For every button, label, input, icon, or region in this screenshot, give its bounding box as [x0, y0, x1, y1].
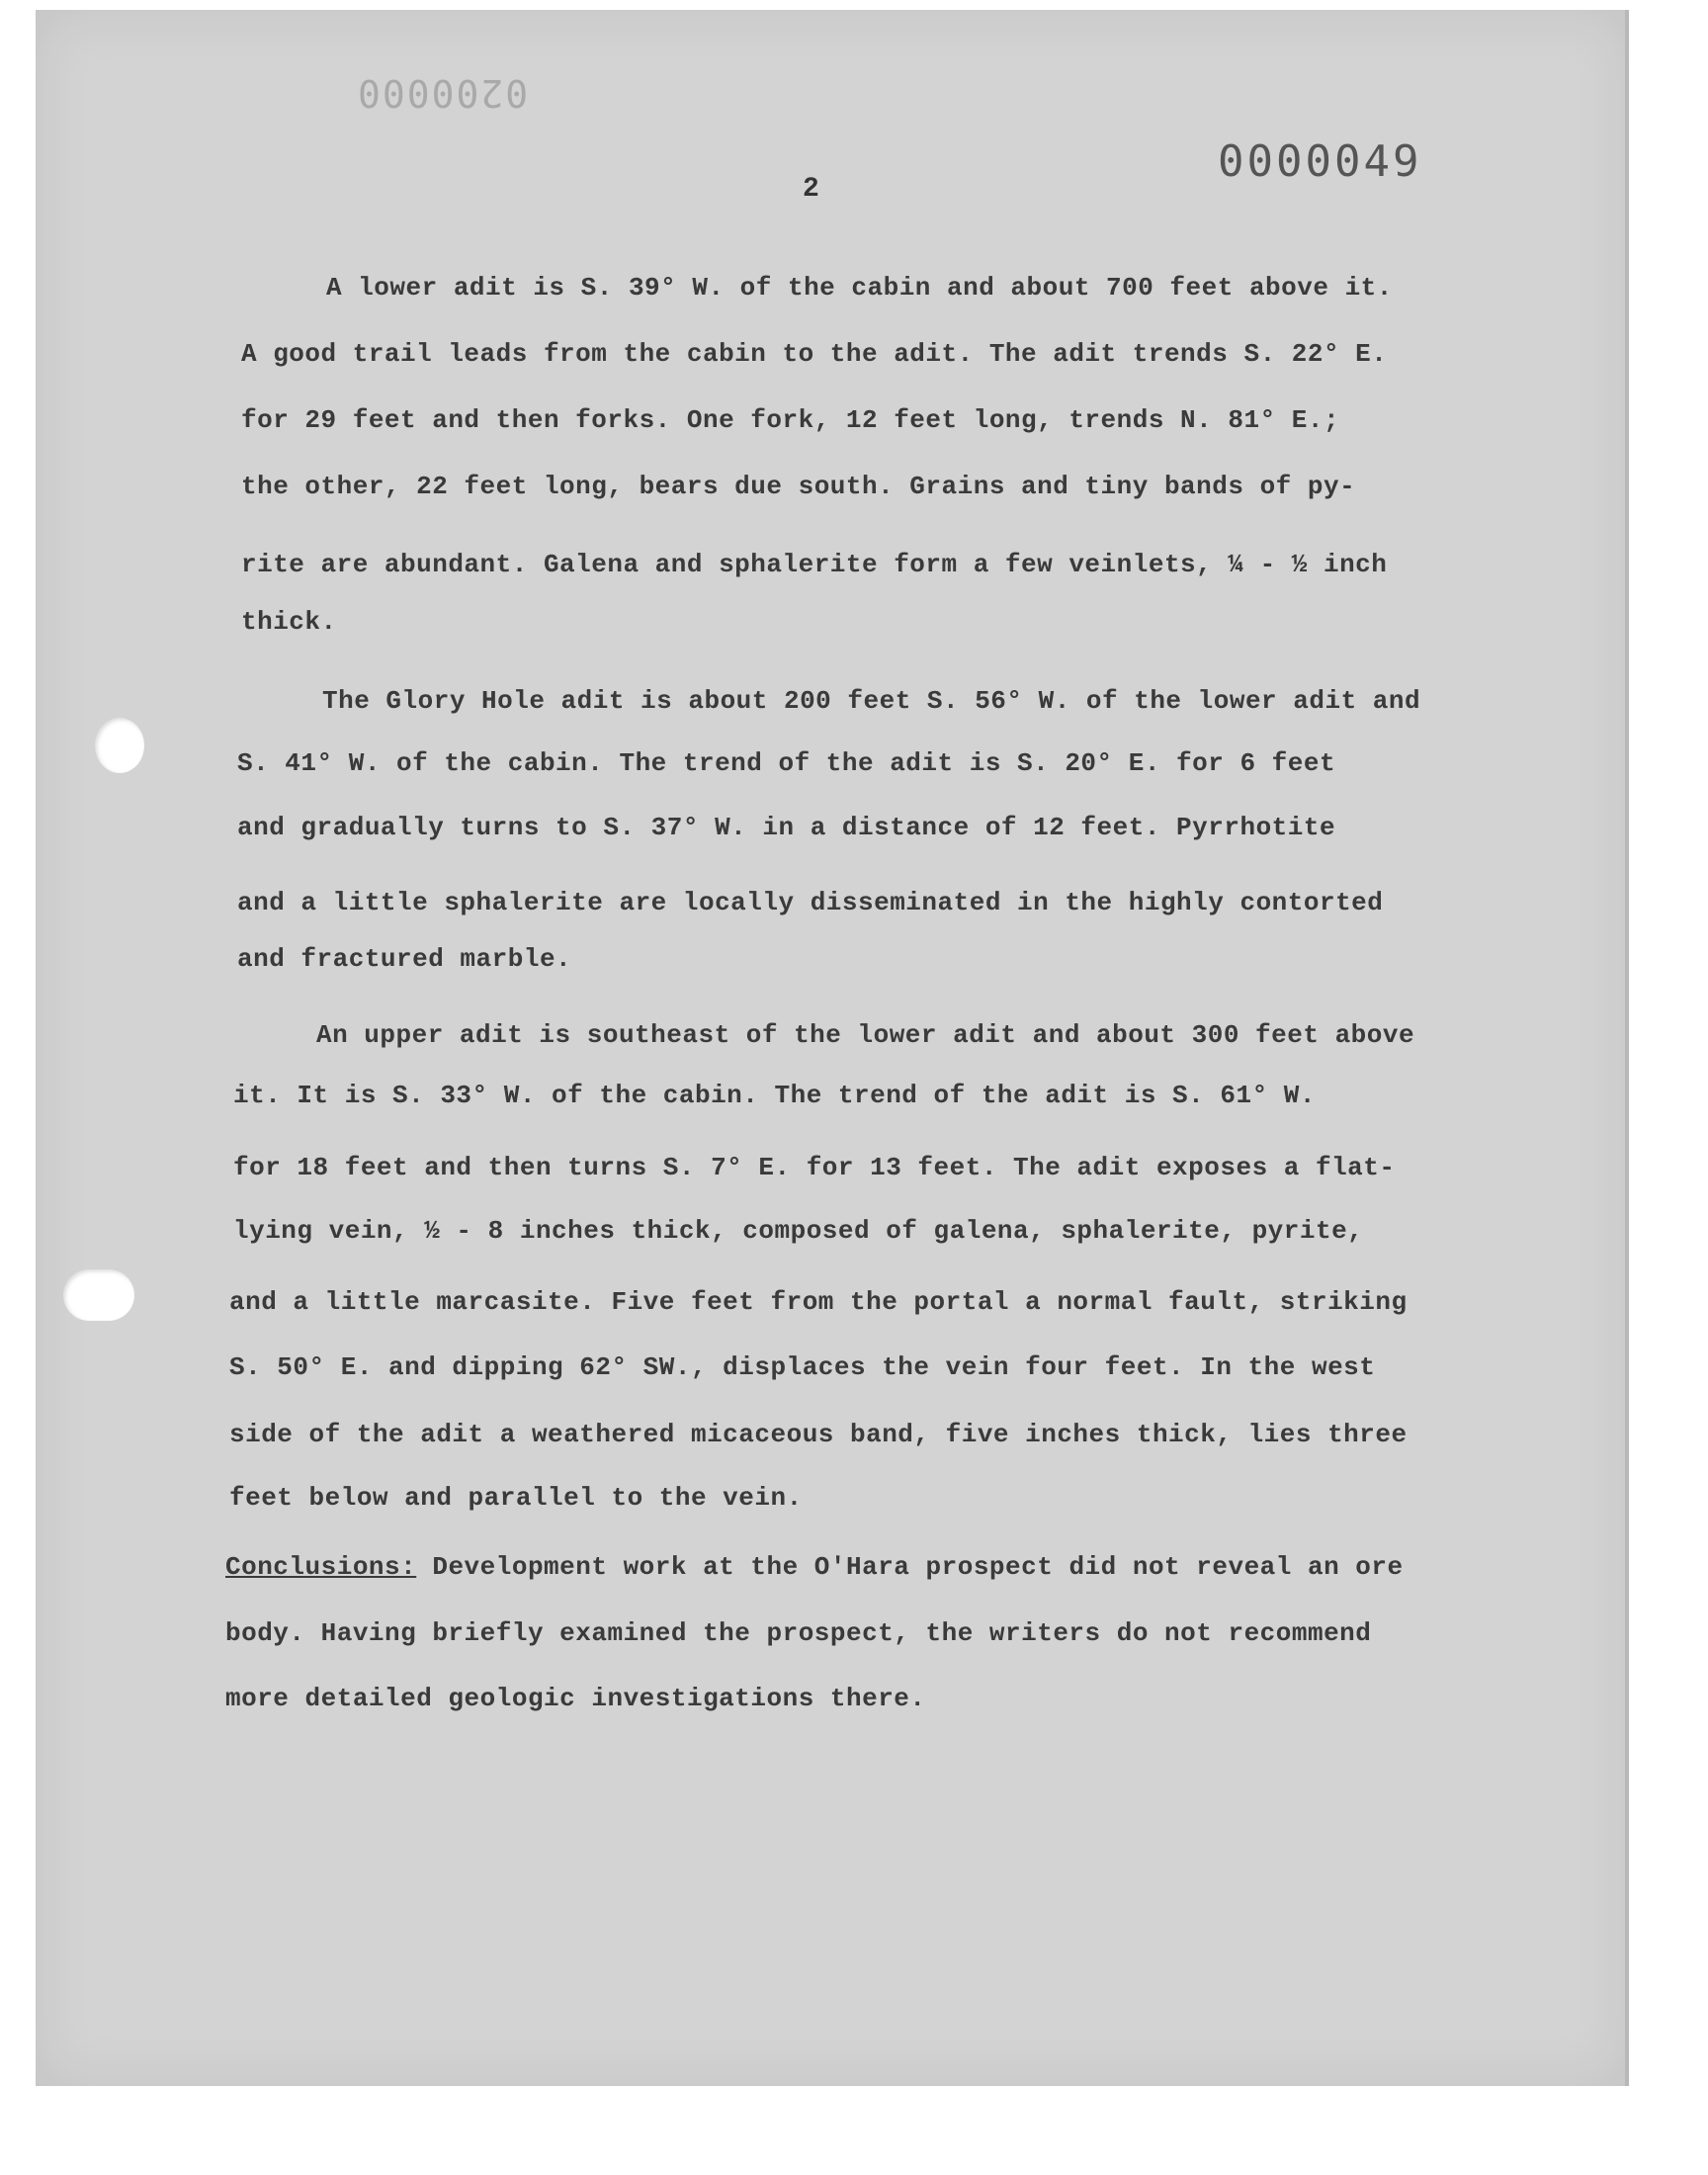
text-line: rite are abundant. Galena and sphalerite form a few veinlets, ¼ - ½ inch — [241, 550, 1388, 579]
text-line: body. Having briefly examined the prospect, the writers do not recommend — [225, 1618, 1372, 1648]
text-line: lying vein, ½ - 8 inches thick, composed of galena, sphalerite, pyrite, — [233, 1216, 1364, 1246]
text-line: and fractured marble. — [237, 944, 572, 974]
punch-hole — [95, 718, 144, 773]
conclusions-heading: Conclusions: — [225, 1552, 417, 1582]
text-line: S. 41° W. of the cabin. The trend of the adit is S. 20° E. for 6 feet — [237, 748, 1336, 778]
text-line: An upper adit is southeast of the lower adit and about 300 feet above — [316, 1020, 1415, 1050]
text-line: the other, 22 feet long, bears due south. Grains and tiny bands of py- — [241, 472, 1356, 501]
stamp-number: 0000049 — [1218, 136, 1422, 187]
page-number: 2 — [803, 174, 819, 205]
conclusions-line — [225, 1552, 1404, 1582]
text-line: for 29 feet and then forks. One fork, 12 feet long, trends N. 81° E.; — [241, 405, 1340, 435]
text-line: and a little sphalerite are locally disseminated in the highly contorted — [237, 888, 1384, 917]
page-edge — [1625, 10, 1629, 2086]
punch-hole — [63, 1269, 134, 1321]
text-line: The Glory Hole adit is about 200 feet S. 56° W. of the lower adit and — [322, 686, 1421, 716]
text-line: A good trail leads from the cabin to the adit. The adit trends S. 22° E. — [241, 339, 1388, 369]
text-line: thick. — [241, 607, 337, 637]
text-line: for 18 feet and then turns S. 7° E. for 13 feet. The adit exposes a flat- — [233, 1153, 1396, 1182]
text-line: A lower adit is S. 39° W. of the cabin and about 700 feet above it. — [326, 273, 1393, 303]
text-line: more detailed geologic investigations there. — [225, 1684, 926, 1713]
faded-stamp-number: 0200000 — [356, 71, 529, 115]
text-line: and a little marcasite. Five feet from the portal a normal fault, striking — [229, 1287, 1408, 1317]
text-line: side of the adit a weathered micaceous band, five inches thick, lies three — [229, 1420, 1408, 1449]
text-line: and gradually turns to S. 37° W. in a distance of 12 feet. Pyrrhotite — [237, 813, 1336, 842]
text-line: S. 50° E. and dipping 62° SW., displaces the vein four feet. In the west — [229, 1352, 1376, 1382]
text-line: it. It is S. 33° W. of the cabin. The trend of the adit is S. 61° W. — [233, 1081, 1316, 1110]
text-line: feet below and parallel to the vein. — [229, 1483, 803, 1513]
conclusions-text: Development work at the O'Hara prospect did not reveal an ore — [416, 1552, 1404, 1582]
